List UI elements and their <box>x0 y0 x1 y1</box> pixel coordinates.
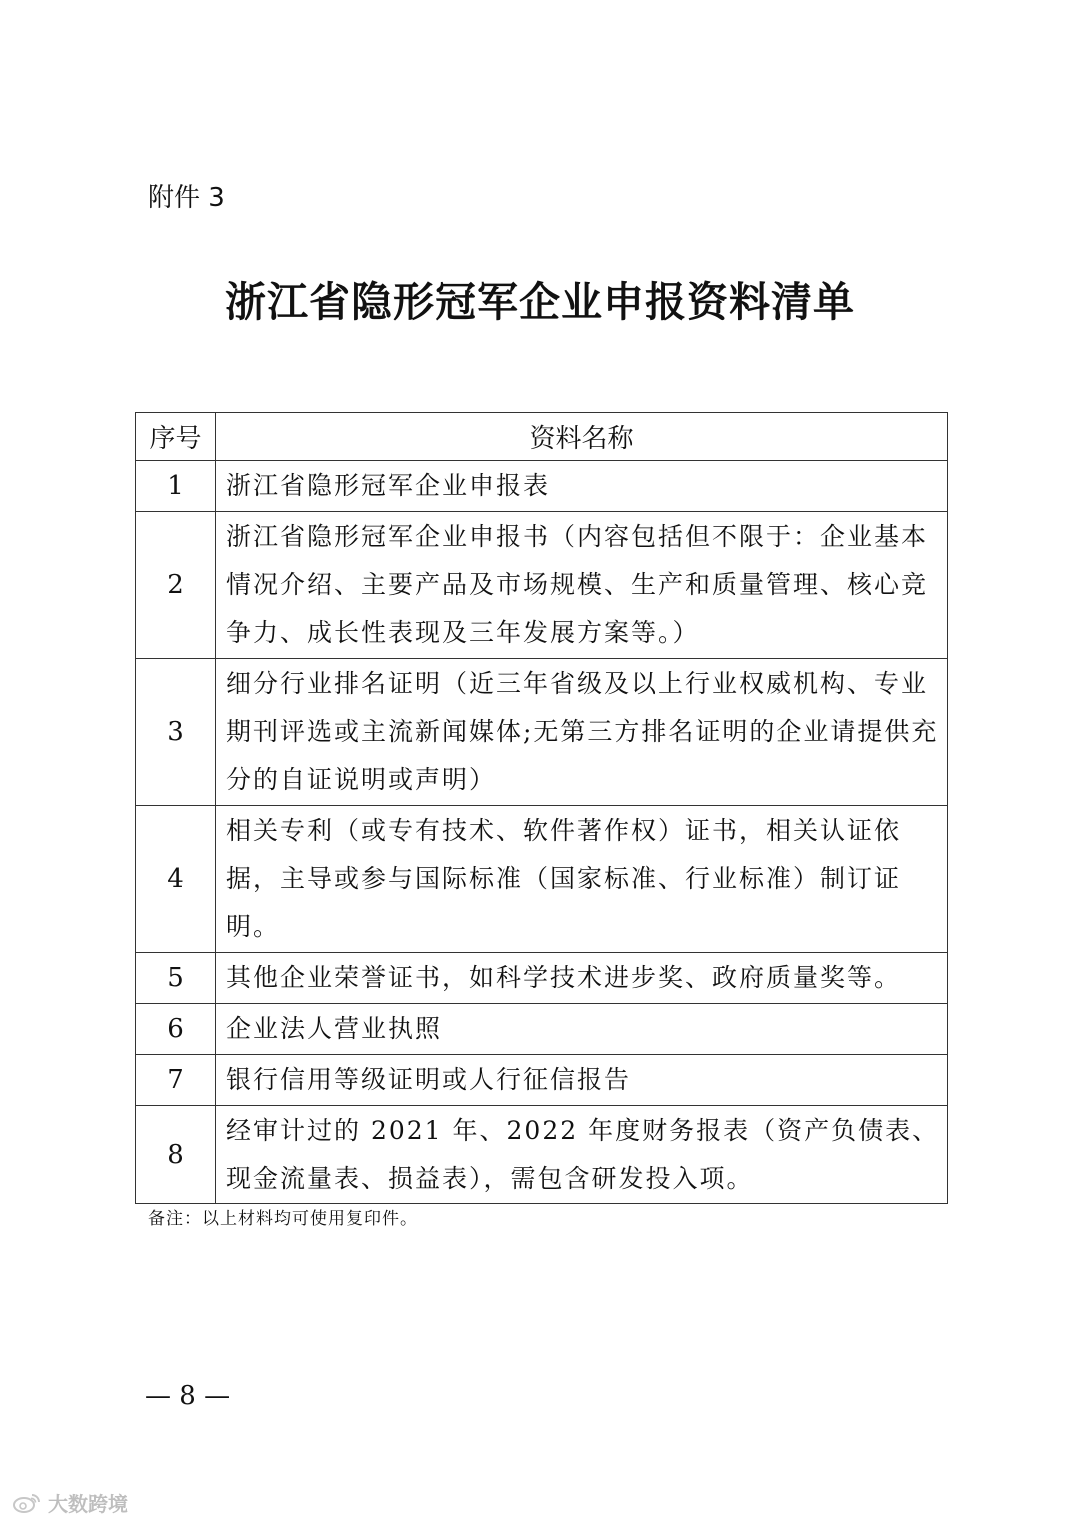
document-title: 浙江省隐形冠军企业申报资料清单 <box>225 278 855 326</box>
row-number: 7 <box>136 1055 216 1106</box>
row-number: 8 <box>136 1106 216 1204</box>
watermark-text: 大数跨境 <box>48 1492 128 1516</box>
table-row <box>136 1055 948 1106</box>
table-row <box>136 1004 948 1055</box>
row-number: 4 <box>136 806 216 953</box>
row-name: 浙江省隐形冠军企业申报表 <box>216 461 948 512</box>
row-name: 经审计过的 2021 年、2022 年度财务报表（资产负债表、现金流量表、损益表），需包含研发投入项。 <box>216 1106 948 1204</box>
weibo-logo-icon <box>12 1492 42 1514</box>
table-row <box>136 953 948 1004</box>
row-number: 1 <box>136 461 216 512</box>
row-name: 浙江省隐形冠军企业申报书（内容包括但不限于：企业基本情况介绍、主要产品及市场规模、生产和质量管理、核心竞争力、成长性表现及三年发展方案等。） <box>216 512 948 659</box>
row-number: 6 <box>136 1004 216 1055</box>
row-number: 5 <box>136 953 216 1004</box>
row-number: 3 <box>136 659 216 806</box>
table-row <box>136 461 948 512</box>
materials-table <box>135 412 948 1204</box>
row-name: 企业法人营业执照 <box>216 1004 948 1055</box>
table-row <box>136 659 948 806</box>
table-header-row <box>136 413 948 461</box>
row-name: 银行信用等级证明或人行征信报告 <box>216 1055 948 1106</box>
attachment-label: 附件 3 <box>148 183 225 213</box>
table-row <box>136 806 948 953</box>
table-note: 备注：以上材料均可使用复印件。 <box>148 1209 418 1229</box>
row-name: 细分行业排名证明（近三年省级及以上行业权威机构、专业期刊评选或主流新闻媒体;无第三方排名证明的企业请提供充分的自证说明或声明） <box>216 659 948 806</box>
header-number: 序号 <box>136 413 216 461</box>
page-number: — 8 — <box>145 1381 231 1411</box>
watermark <box>12 1488 128 1517</box>
table-row <box>136 512 948 659</box>
row-number: 2 <box>136 512 216 659</box>
header-name: 资料名称 <box>216 413 948 461</box>
row-name: 相关专利（或专有技术、软件著作权）证书，相关认证依据，主导或参与国际标准（国家标准、行业标准）制订证明。 <box>216 806 948 953</box>
table-row <box>136 1106 948 1204</box>
row-name: 其他企业荣誉证书，如科学技术进步奖、政府质量奖等。 <box>216 953 948 1004</box>
